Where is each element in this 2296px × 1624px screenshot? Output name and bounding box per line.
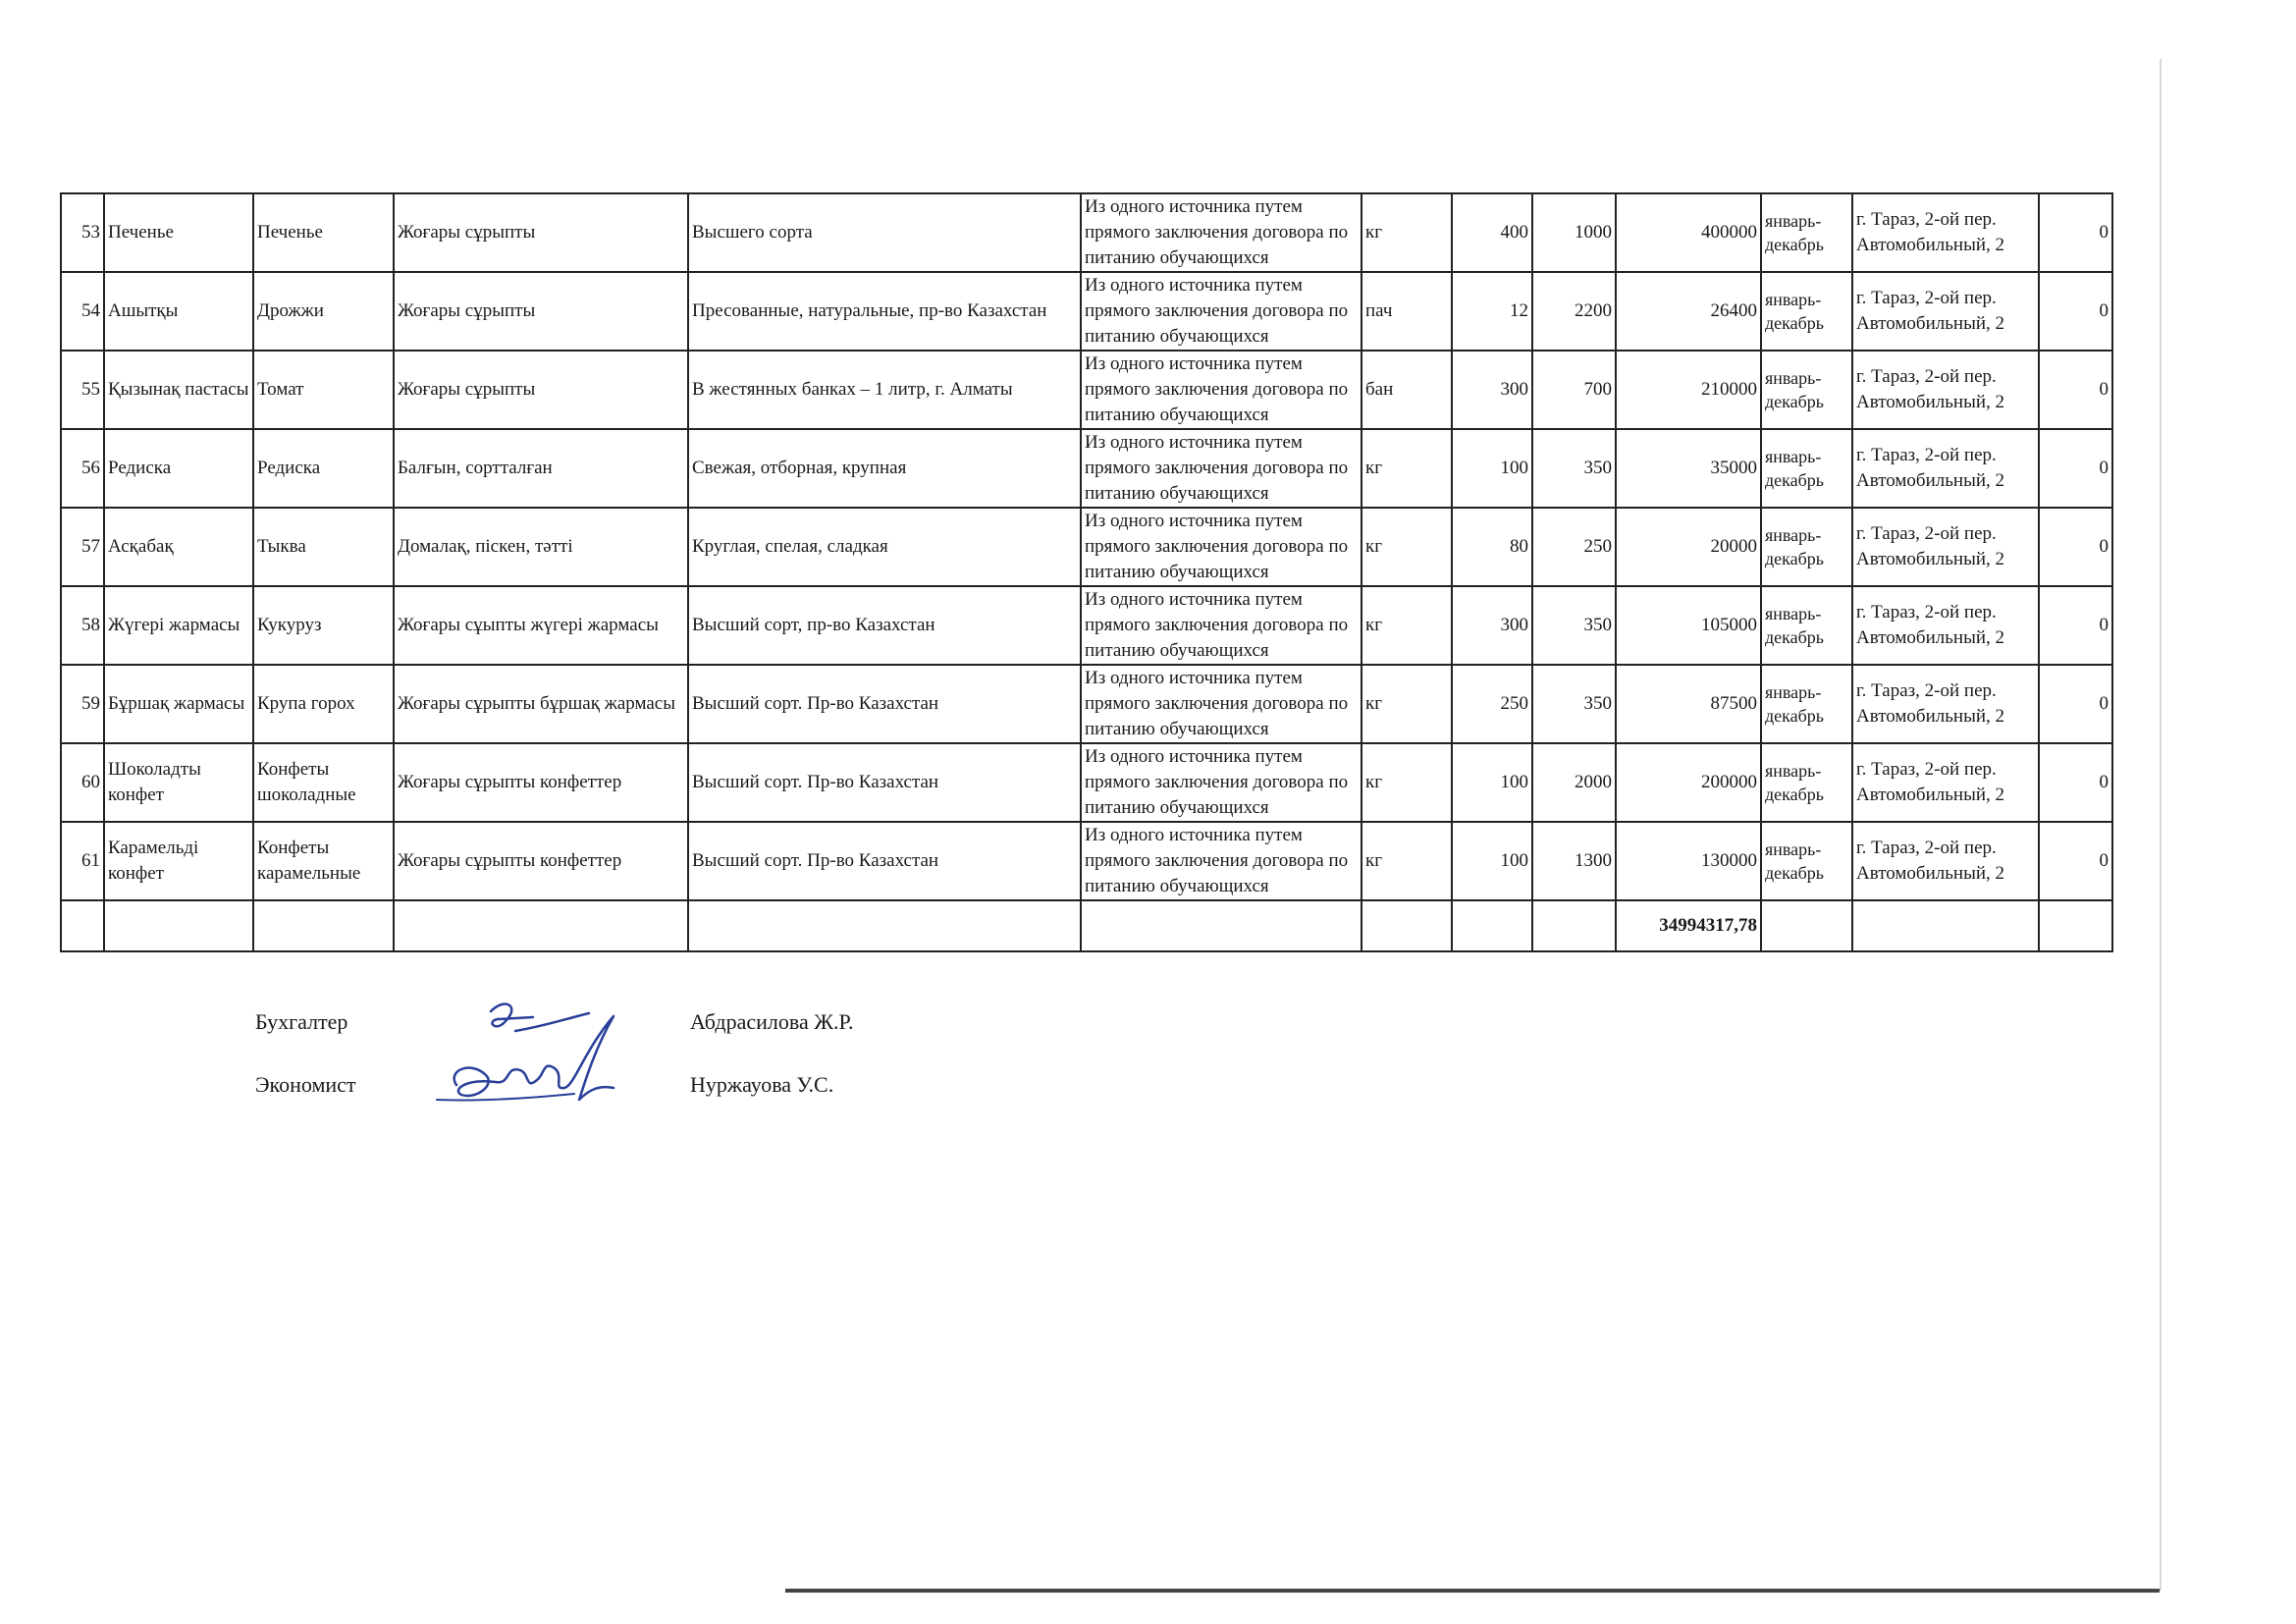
accountant-name: Абдрасилова Ж.Р.: [690, 1009, 854, 1034]
table-row: [61, 272, 2112, 351]
quantity-cell: 300: [1452, 586, 1532, 665]
advance-payment-cell: 0: [2039, 665, 2112, 743]
table-row: [61, 586, 2112, 665]
delivery-period-cell: январь-декабрь: [1761, 193, 1852, 272]
amount-cell: 130000: [1616, 822, 1761, 900]
procurement-method-cell: Из одного источника путем прямого заключения договора по питанию обучающихся: [1081, 508, 1362, 586]
item-name-kz-cell: Редиска: [104, 429, 253, 508]
delivery-place-cell: г. Тараз, 2-ой пер. Автомобильный, 2: [1852, 586, 2039, 665]
empty-cell: [2039, 900, 2112, 951]
unit-price-cell: 1300: [1532, 822, 1616, 900]
quantity-cell: 300: [1452, 351, 1532, 429]
quantity-cell: 250: [1452, 665, 1532, 743]
page-bottom-shadow: [785, 1589, 2160, 1593]
empty-cell: [1852, 900, 2039, 951]
unit-price-cell: 350: [1532, 586, 1616, 665]
amount-cell: 400000: [1616, 193, 1761, 272]
row-number-cell: 55: [61, 351, 104, 429]
advance-payment-cell: 0: [2039, 272, 2112, 351]
table-row: [61, 351, 2112, 429]
item-name-kz-cell: Қызынақ пастасы: [104, 351, 253, 429]
item-spec-ru-cell: Свежая, отборная, крупная: [688, 429, 1081, 508]
item-spec-kz-cell: Жоғары сұрыпты бұршақ жармасы: [394, 665, 688, 743]
quantity-cell: 100: [1452, 743, 1532, 822]
amount-cell: 210000: [1616, 351, 1761, 429]
row-number-cell: 57: [61, 508, 104, 586]
unit-cell: кг: [1362, 193, 1452, 272]
unit-cell: кг: [1362, 822, 1452, 900]
row-number-cell: 58: [61, 586, 104, 665]
amount-cell: 87500: [1616, 665, 1761, 743]
item-spec-kz-cell: Жоғары сұрыпты конфеттер: [394, 822, 688, 900]
table-body: [61, 193, 2112, 951]
row-number-cell: 53: [61, 193, 104, 272]
total-row: [61, 900, 2112, 951]
item-name-kz-cell: Жүгері жармасы: [104, 586, 253, 665]
unit-cell: кг: [1362, 665, 1452, 743]
unit-price-cell: 350: [1532, 429, 1616, 508]
row-number-cell: 60: [61, 743, 104, 822]
item-name-ru-cell: Дрожжи: [253, 272, 394, 351]
item-name-kz-cell: Печенье: [104, 193, 253, 272]
item-name-kz-cell: Шоколадты конфет: [104, 743, 253, 822]
item-spec-kz-cell: Балғын, сортталған: [394, 429, 688, 508]
procurement-method-cell: Из одного источника путем прямого заключения договора по питанию обучающихся: [1081, 743, 1362, 822]
delivery-place-cell: г. Тараз, 2-ой пер. Автомобильный, 2: [1852, 429, 2039, 508]
item-spec-ru-cell: В жестянных банках – 1 литр, г. Алматы: [688, 351, 1081, 429]
accountant-role: Бухгалтер: [255, 1009, 348, 1034]
delivery-place-cell: г. Тараз, 2-ой пер. Автомобильный, 2: [1852, 351, 2039, 429]
amount-cell: 26400: [1616, 272, 1761, 351]
delivery-place-cell: г. Тараз, 2-ой пер. Автомобильный, 2: [1852, 743, 2039, 822]
empty-cell: [1532, 900, 1616, 951]
unit-price-cell: 1000: [1532, 193, 1616, 272]
procurement-method-cell: Из одного источника путем прямого заключения договора по питанию обучающихся: [1081, 351, 1362, 429]
delivery-period-cell: январь-декабрь: [1761, 743, 1852, 822]
delivery-place-cell: г. Тараз, 2-ой пер. Автомобильный, 2: [1852, 272, 2039, 351]
item-name-ru-cell: Томат: [253, 351, 394, 429]
unit-price-cell: 2000: [1532, 743, 1616, 822]
empty-cell: [1452, 900, 1532, 951]
page-edge-line: [2160, 59, 2162, 1591]
amount-cell: 35000: [1616, 429, 1761, 508]
item-spec-ru-cell: Высшего сорта: [688, 193, 1081, 272]
procurement-method-cell: Из одного источника путем прямого заключения договора по питанию обучающихся: [1081, 822, 1362, 900]
advance-payment-cell: 0: [2039, 508, 2112, 586]
delivery-period-cell: январь-декабрь: [1761, 665, 1852, 743]
item-name-ru-cell: Конфеты карамельные: [253, 822, 394, 900]
delivery-period-cell: январь-декабрь: [1761, 429, 1852, 508]
handwritten-signature: [427, 992, 653, 1119]
procurement-method-cell: Из одного источника путем прямого заключения договора по питанию обучающихся: [1081, 193, 1362, 272]
advance-payment-cell: 0: [2039, 822, 2112, 900]
item-spec-kz-cell: Жоғары сұыпты жүгері жармасы: [394, 586, 688, 665]
item-spec-ru-cell: Высший сорт, пр-во Казахстан: [688, 586, 1081, 665]
unit-cell: кг: [1362, 429, 1452, 508]
economist-name: Нуржауова У.С.: [690, 1072, 834, 1097]
delivery-period-cell: январь-декабрь: [1761, 351, 1852, 429]
row-number-cell: 56: [61, 429, 104, 508]
empty-cell: [253, 900, 394, 951]
item-name-kz-cell: Ашытқы: [104, 272, 253, 351]
item-spec-ru-cell: Высший сорт. Пр-во Казахстан: [688, 665, 1081, 743]
item-spec-ru-cell: Высший сорт. Пр-во Казахстан: [688, 822, 1081, 900]
procurement-method-cell: Из одного источника путем прямого заключения договора по питанию обучающихся: [1081, 429, 1362, 508]
advance-payment-cell: 0: [2039, 743, 2112, 822]
table-row: [61, 193, 2112, 272]
quantity-cell: 100: [1452, 822, 1532, 900]
item-spec-ru-cell: Круглая, спелая, сладкая: [688, 508, 1081, 586]
delivery-place-cell: г. Тараз, 2-ой пер. Автомобильный, 2: [1852, 665, 2039, 743]
quantity-cell: 80: [1452, 508, 1532, 586]
empty-cell: [688, 900, 1081, 951]
row-number-cell: 61: [61, 822, 104, 900]
unit-cell: кг: [1362, 743, 1452, 822]
advance-payment-cell: 0: [2039, 586, 2112, 665]
amount-cell: 105000: [1616, 586, 1761, 665]
item-spec-kz-cell: Домалақ, піскен, тәтті: [394, 508, 688, 586]
quantity-cell: 100: [1452, 429, 1532, 508]
amount-cell: 20000: [1616, 508, 1761, 586]
advance-payment-cell: 0: [2039, 351, 2112, 429]
delivery-place-cell: г. Тараз, 2-ой пер. Автомобильный, 2: [1852, 193, 2039, 272]
table-row: [61, 508, 2112, 586]
unit-cell: кг: [1362, 508, 1452, 586]
item-name-ru-cell: Кукуруз: [253, 586, 394, 665]
total-amount: 34994317,78: [1616, 900, 1761, 951]
unit-price-cell: 2200: [1532, 272, 1616, 351]
item-name-ru-cell: Конфеты шоколадные: [253, 743, 394, 822]
empty-cell: [61, 900, 104, 951]
item-name-kz-cell: Карамельді конфет: [104, 822, 253, 900]
item-name-ru-cell: Крупа горох: [253, 665, 394, 743]
advance-payment-cell: 0: [2039, 429, 2112, 508]
item-spec-ru-cell: Высший сорт. Пр-во Казахстан: [688, 743, 1081, 822]
row-number-cell: 54: [61, 272, 104, 351]
table-row: [61, 743, 2112, 822]
item-name-ru-cell: Печенье: [253, 193, 394, 272]
item-name-ru-cell: Тыква: [253, 508, 394, 586]
delivery-period-cell: январь-декабрь: [1761, 272, 1852, 351]
unit-cell: пач: [1362, 272, 1452, 351]
procurement-method-cell: Из одного источника путем прямого заключения договора по питанию обучающихся: [1081, 586, 1362, 665]
delivery-place-cell: г. Тараз, 2-ой пер. Автомобильный, 2: [1852, 822, 2039, 900]
table-row: [61, 822, 2112, 900]
delivery-place-cell: г. Тараз, 2-ой пер. Автомобильный, 2: [1852, 508, 2039, 586]
item-spec-kz-cell: Жоғары сұрыпты конфеттер: [394, 743, 688, 822]
item-spec-kz-cell: Жоғары сұрыпты: [394, 272, 688, 351]
empty-cell: [394, 900, 688, 951]
quantity-cell: 400: [1452, 193, 1532, 272]
unit-price-cell: 250: [1532, 508, 1616, 586]
item-spec-kz-cell: Жоғары сұрыпты: [394, 351, 688, 429]
procurement-table: [60, 192, 2113, 952]
empty-cell: [1362, 900, 1452, 951]
empty-cell: [1761, 900, 1852, 951]
item-name-kz-cell: Бұршақ жармасы: [104, 665, 253, 743]
amount-cell: 200000: [1616, 743, 1761, 822]
unit-price-cell: 350: [1532, 665, 1616, 743]
item-spec-kz-cell: Жоғары сұрыпты: [394, 193, 688, 272]
empty-cell: [1081, 900, 1362, 951]
procurement-method-cell: Из одного источника путем прямого заключения договора по питанию обучающихся: [1081, 272, 1362, 351]
procurement-method-cell: Из одного источника путем прямого заключения договора по питанию обучающихся: [1081, 665, 1362, 743]
item-spec-ru-cell: Пресованные, натуральные, пр-во Казахстан: [688, 272, 1081, 351]
unit-price-cell: 700: [1532, 351, 1616, 429]
table-row: [61, 429, 2112, 508]
unit-cell: бан: [1362, 351, 1452, 429]
delivery-period-cell: январь-декабрь: [1761, 822, 1852, 900]
advance-payment-cell: 0: [2039, 193, 2112, 272]
item-name-ru-cell: Редиска: [253, 429, 394, 508]
unit-cell: кг: [1362, 586, 1452, 665]
table-row: [61, 665, 2112, 743]
economist-role: Экономист: [255, 1072, 356, 1097]
delivery-period-cell: январь-декабрь: [1761, 508, 1852, 586]
delivery-period-cell: январь-декабрь: [1761, 586, 1852, 665]
row-number-cell: 59: [61, 665, 104, 743]
quantity-cell: 12: [1452, 272, 1532, 351]
empty-cell: [104, 900, 253, 951]
item-name-kz-cell: Асқабақ: [104, 508, 253, 586]
